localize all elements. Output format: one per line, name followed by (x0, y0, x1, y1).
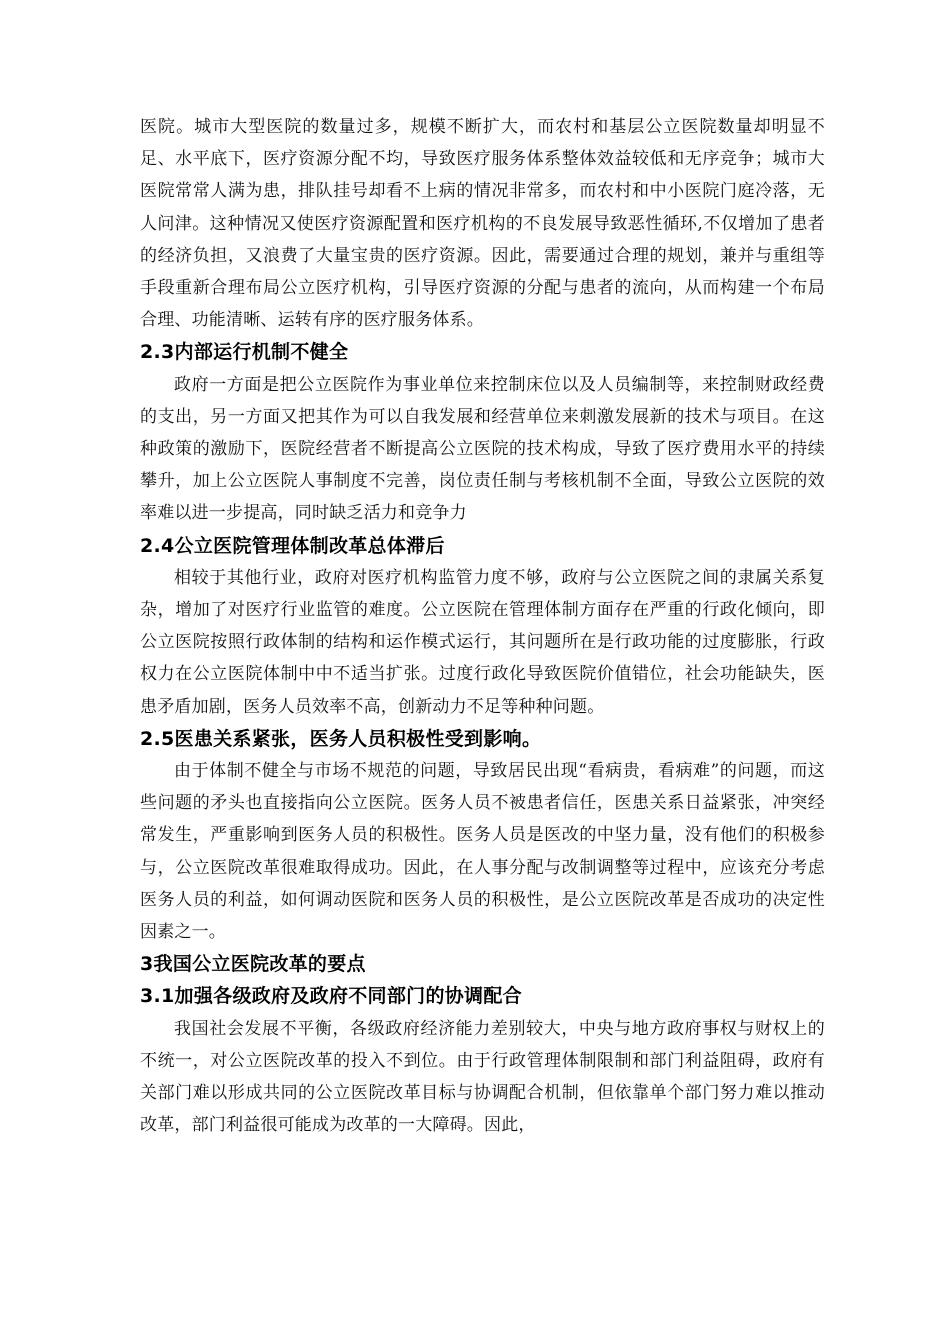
section-heading-2-5: 2.5医患关系紧张，医务人员积极性受到影响。 (140, 727, 542, 750)
section-paragraph-2-4: 相较于其他行业，政府对医疗机构监管力度不够，政府与公立医院之间的隶属关系复杂，增加了对医疗行业监管的难度。公立医院在管理体制方面存在严重的行政化倾向，即公立医院按照行政体制的结构和运作模式运行，其问题所在是行政功能的过度膨胀，行政权力在公立医院体制中中不适当扩张。过度行政化导致医院价值错位，社会功能缺失，医患矛盾加剧，医务人员效率不高，创新动力不足等种种问题。 (140, 567, 825, 717)
document-page (140, 111, 825, 1142)
section-heading-3: 3我国公立医院改革的要点 (140, 953, 366, 976)
section-paragraph-2-3: 政府一方面是把公立医院作为事业单位来控制床位以及人员编制等，来控制财政经费的支出，另一方面又把其作为可以自我发展和经营单位来刺激发展新的技术与项目。在这种政策的激励下，医院经营者不断提高公立医院的技术构成，导致了医疗费用水平的持续攀升，加上公立医院人事制度不完善，岗位责任制与考核机制不全面，导致公立医院的效率难以进一步提高，同时缺乏活力和竞争力 (140, 374, 825, 524)
section-paragraph-3-1: 我国社会发展不平衡，各级政府经济能力差别较大，中央与地方政府事权与财权上的不统一，对公立医院改革的投入不到位。由于行政管理体制限制和部门利益阻碍，政府有关部门难以形成共同的公立医院改革目标与协调配合机制，但依靠单个部门努力难以推动改革，部门利益很可能成为改革的一大障碍。因此， (140, 1018, 825, 1136)
intro-paragraph: 医院。城市大型医院的数量过多，规模不断扩大，而农村和基层公立医院数量却明显不足、水平底下，医疗资源分配不均，导致医疗服务体系整体效益较低和无序竞争；城市大医院常常人满为患，排队挂号却看不上病的情况非常多，而农村和中小医院门庭冷落，无人问津。这种情况又使医疗资源配置和医疗机构的不良发展导致恶性循环,不仅增加了患者的经济负担，又浪费了大量宝贵的医疗资源。因此，需要通过合理的规划，兼并与重组等手段重新合理布局公立医疗机构，引导医疗资源的分配与患者的流向，从而构建一个布局合理、功能清晰、运转有序的医疗服务体系。 (140, 117, 825, 331)
section-heading-2-4: 2.4公立医院管理体制改革总体滞后 (140, 534, 445, 557)
section-heading-3-1: 3.1加强各级政府及政府不同部门的协调配合 (140, 985, 522, 1008)
section-paragraph-2-5: 由于体制不健全与市场不规范的问题，导致居民出现“看病贵，看病难”的问题，而这些问题的矛头也直接指向公立医院。医务人员不被患者信任，医患关系日益紧张，冲突经常发生，严重影响到医务人员的积极性。医务人员是医改的中坚力量，没有他们的积极参与，公立医院改革很难取得成功。因此，在人事分配与改制调整等过程中，应该充分考虑医务人员的利益，如何调动医院和医务人员的积极性，是公立医院改革是否成功的决定性因素之一。 (140, 761, 825, 943)
section-heading-2-3: 2.3内部运行机制不健全 (140, 341, 349, 364)
